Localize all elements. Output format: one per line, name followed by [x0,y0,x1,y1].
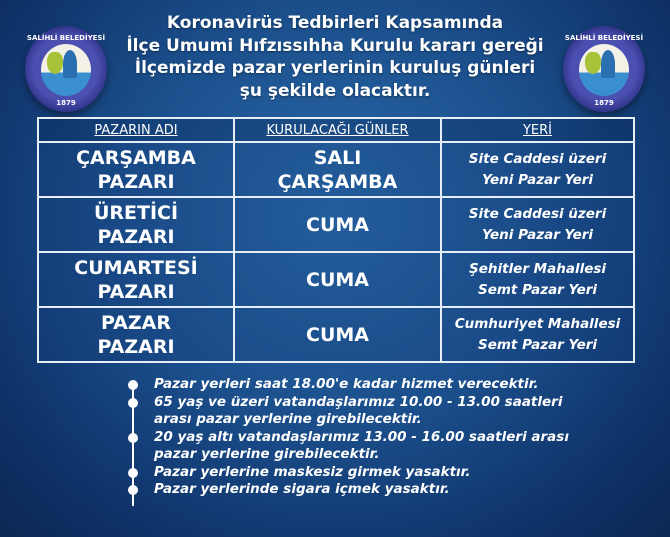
location-cell [441,307,634,362]
rule-text: Pazar yerleri saat 18.00'e kadar hizmet verecektir. [154,376,539,392]
rules-list [128,376,569,499]
days-cell [234,307,441,362]
rule-text: Pazar yerlerine maskesiz girmek yasaktır. [154,463,471,480]
days-cell [234,252,441,307]
location-cell [441,142,634,197]
market-name-cell [38,142,234,197]
rule-text: pazar yerlerine girebilecektir. [154,446,380,462]
days-cell [234,197,441,252]
title-line: Koronavirüs Tedbirleri Kapsamında [166,13,504,33]
location-cell-line: Cumhuriyet Mahallesi [454,315,621,332]
location-cell-line: Yeni Pazar Yeri [481,226,594,243]
location-cell-line: Site Caddesi üzeri [468,150,607,167]
market-name-cell-line: ÇARŞAMBA [76,146,196,169]
bullet-icon [128,380,138,390]
location-cell [441,252,634,307]
days-cell-line: SALI [313,146,362,169]
rule-text: Pazar yerlerinde sigara içmek yasaktır. [154,481,450,497]
location-cell-line: Site Caddesi üzeri [468,205,607,222]
municipality-logo-right [563,26,645,112]
title-line: İlçemizde pazar yerlerinin kuruluş günleri [134,58,536,78]
rule-item [128,429,569,464]
market-name-cell [38,252,234,307]
market-name-cell-line: CUMARTESİ [74,256,198,279]
market-schedule-table [37,117,635,363]
rule-item [128,464,569,482]
market-name-cell [38,307,234,362]
title-line: İlçe Umumi Hıfzıssıhha Kurulu kararı gereği [126,35,544,56]
days-cell-line: CUMA [306,268,369,291]
bullet-icon [128,398,138,408]
market-name-cell-line: PAZARI [97,225,175,248]
logo-year: 1879 [594,99,614,107]
header-market-name: PAZARIN ADI [38,118,234,142]
header-days: KURULACAĞI GÜNLER [234,118,441,142]
days-cell-line: CUMA [306,213,369,236]
market-name-cell-line: PAZAR [101,311,171,334]
page-title [120,12,550,102]
market-name-cell-line: PAZARI [97,170,175,193]
logo-year: 1879 [56,99,76,107]
bullet-icon [128,433,138,443]
municipality-logo-left [25,26,107,112]
location-cell-line: Yeni Pazar Yeri [481,171,594,188]
rule-text: arası pazar yerlerine girebilecektir. [154,411,422,427]
title-line: şu şekilde olacaktır. [239,80,431,101]
bullet-icon [128,485,138,495]
days-cell [234,142,441,197]
rule-item [128,481,569,499]
location-cell-line: Şehitler Mahallesi [468,260,607,277]
logo-text: SALİHLİ BELEDİYESİ [26,34,106,42]
bullet-icon [128,468,138,478]
market-name-cell-line: ÜRETİCİ [93,201,179,224]
days-cell-line: CUMA [306,323,369,346]
table-row [38,307,634,362]
location-cell-line: Semt Pazar Yeri [477,281,598,298]
market-name-cell-line: PAZARI [97,335,175,358]
header-location: YERİ [441,118,634,142]
table-row [38,142,634,197]
rule-item [128,376,569,394]
table-row [38,197,634,252]
market-name-cell [38,197,234,252]
logo-text: SALİHLİ BELEDİYESİ [564,34,644,42]
days-cell-line: ÇARŞAMBA [277,170,398,193]
rule-text: 65 yaş ve üzeri vatandaşlarımız 10.00 - 13.00 saatleri [154,393,563,410]
rule-item [128,394,569,429]
location-cell-line: Semt Pazar Yeri [477,336,598,353]
rule-text: 20 yaş altı vatandaşlarımız 13.00 - 16.00 saatleri arası [154,428,569,445]
location-cell [441,197,634,252]
table-row [38,252,634,307]
market-name-cell-line: PAZARI [97,280,175,303]
